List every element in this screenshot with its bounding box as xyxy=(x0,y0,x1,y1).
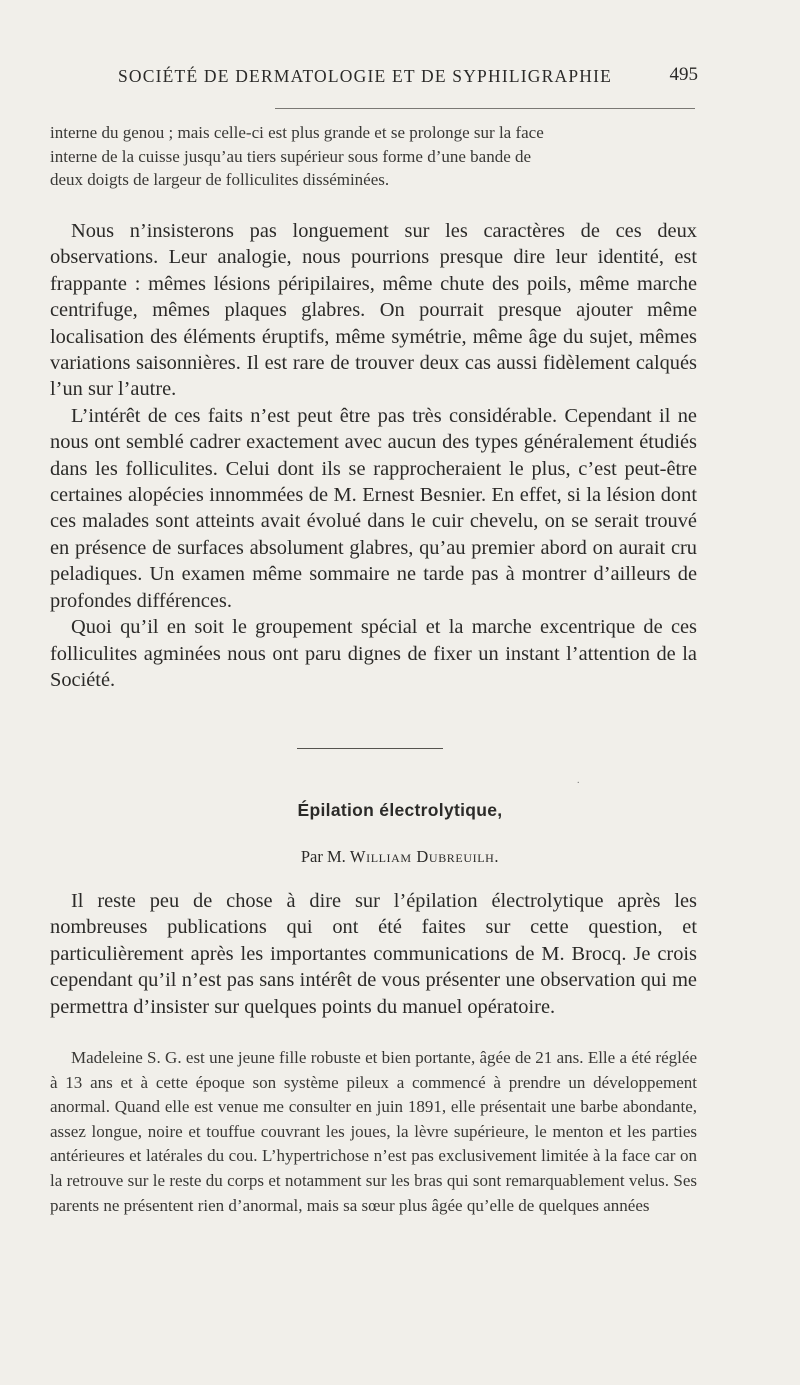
body-paragraph: Il reste peu de chose à dire sur l’épilation électrolytique après les nombreuses publications qui ont été faites sur cette question, et particulièrement après les importantes communications de M. Brocq. Je crois cependant qu’il n’est pas sans intérêt de vous présenter une observation qui me permettra d’insister sur quelques points du manuel opératoire. xyxy=(50,890,697,1018)
body-paragraph: Nous n’insisterons pas longuement sur les caractères de ces deux observations. Leur analogie, nous pourrions presque dire leur identité, est frappante : mêmes lésions péripilaires, même chute des poils, même marche centrifuge, mêmes plaques glabres. On pourrait presque ajouter même localisation des éléments éruptifs, même symétrie, même âge du sujet, mêmes variations saisonnières. Il est rare de trouver deux cas aussi fidèlement calqués l’un sur l’autre. xyxy=(50,220,697,401)
case-paragraph: Madeleine S. G. est une jeune fille robuste et bien portante, âgée de 21 ans. Elle a été réglée à 13 ans et à cette époque son système pileux a commencé à prendre un développement anormal. Quand elle est venue me consulter en juin 1891, elle présentait une barbe abondante, assez longue, noire et touffue couvrant les joues, la lèvre supérieure, le menton et les parties antérieures et latérales du cou. L’hypertrichose n’est pas exclusivement limitée à la face car on la retrouve sur le reste du corps et notamment sur les bras qui sont remarquablement velus. Ses parents ne présentent rien d’anormal, mais sa sœur plus âgée qu’elle de quelques années xyxy=(50,1048,697,1215)
page-number: 495 xyxy=(669,64,698,85)
text-line: interne de la cuisse jusqu’au tiers supérieur sous forme d’une bande de xyxy=(50,146,532,166)
running-head xyxy=(118,66,698,96)
continuation-paragraph xyxy=(50,121,697,192)
text-line: deux doigts de largeur de folliculites disséminées. xyxy=(50,170,390,190)
article-intro xyxy=(50,888,697,1020)
running-title: SOCIÉTÉ DE DERMATOLOGIE ET DE SYPHILIGRAPHIE xyxy=(118,66,613,86)
text-line: interne du genou ; mais celle-ci est plus grande et se prolonge sur la face xyxy=(50,123,544,142)
byline-prefix: Par M. xyxy=(300,847,346,866)
body-paragraph: L’intérêt de ces faits n’est peut être pas très considérable. Cependant il ne nous ont semblé cadrer exactement avec aucun des types généralement étudiés dans les folliculites. Celui dont ils se rapprocheraient le plus, c’est peut-être certaines alopécies innommées de M. Ernest Besnier. En effet, si la lésion dont ces malades sont atteints avait évolué dans le cuir chevelu, on se serait trouvé en présence de surfaces absolument glabres, qu’au premier abord on aurait cru peladiques. Un examen même sommaire ne tarde pas à montrer d’ailleurs de profondes différences. xyxy=(50,404,697,612)
article-title: Épilation électrolytique, xyxy=(297,800,503,820)
body-paragraph: Quoi qu’il en soit le groupement spécial et la marche excentrique de ces folliculites agminées nous ont paru dignes de fixer un instant l’attention de la Société. xyxy=(50,616,697,691)
section-separator xyxy=(297,748,443,749)
stray-dot: . xyxy=(577,775,580,786)
author-name: William Dubreuilh. xyxy=(349,847,500,866)
header-rule xyxy=(275,108,695,109)
byline xyxy=(0,847,800,867)
case-report xyxy=(50,1046,697,1218)
discussion-section xyxy=(50,218,697,693)
